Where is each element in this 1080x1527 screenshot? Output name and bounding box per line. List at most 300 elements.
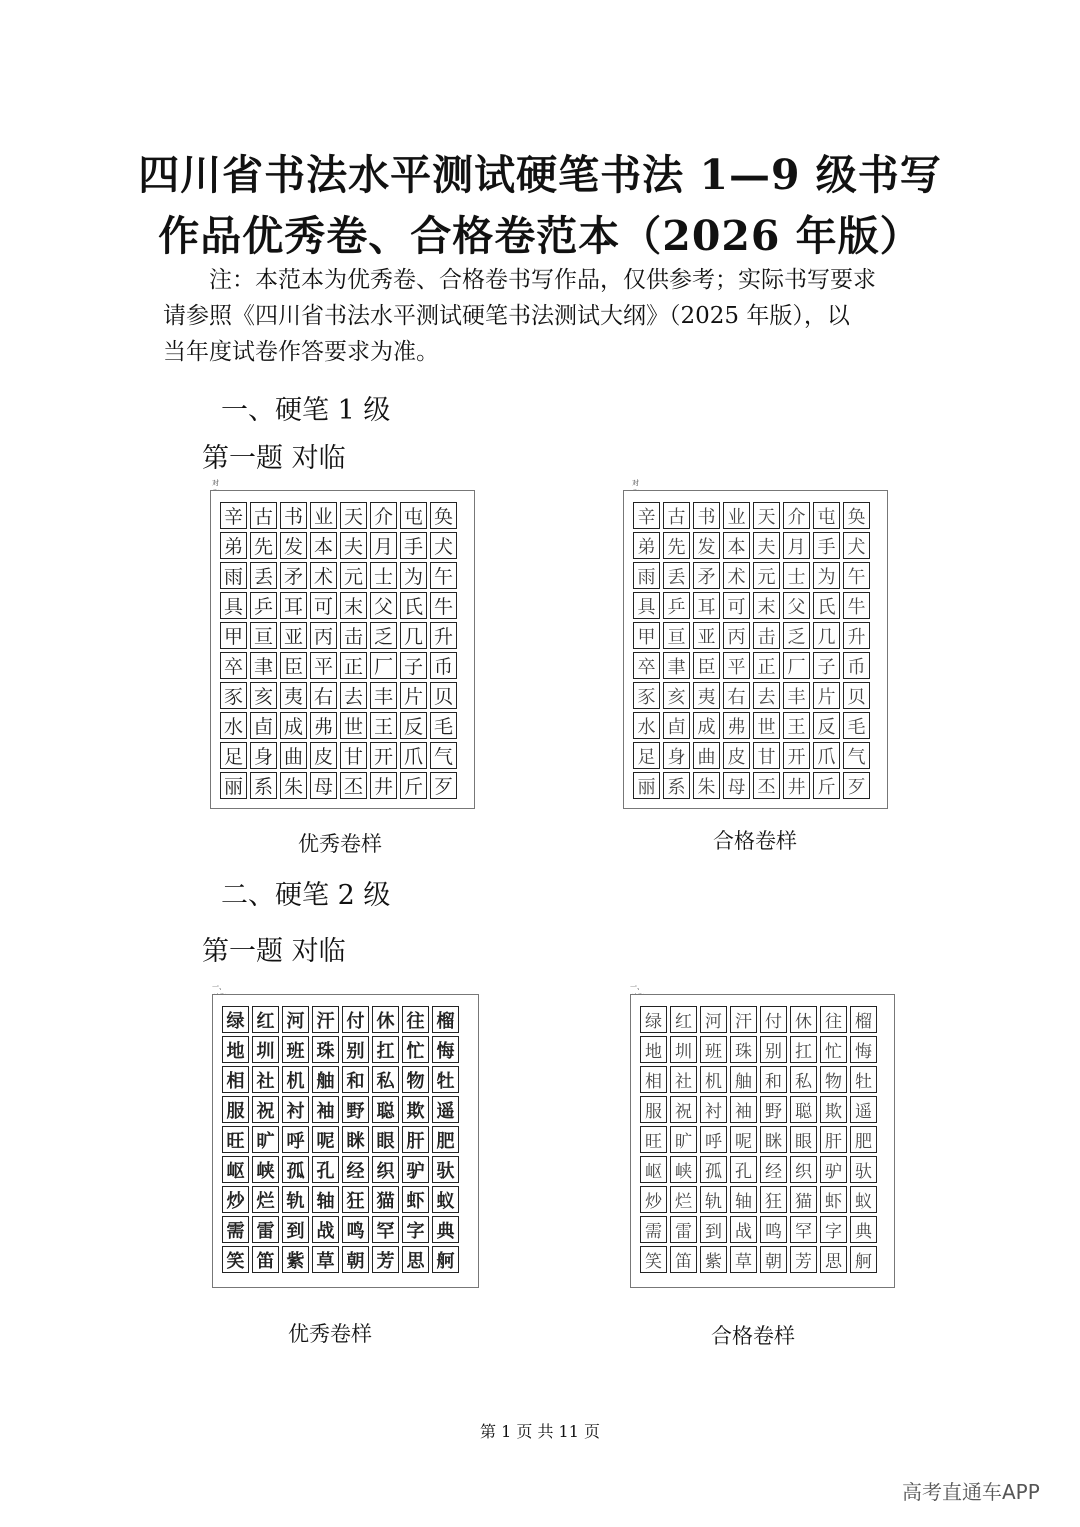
character-cell: 付 [342, 1006, 369, 1033]
document-title-line1: 四川省书法水平测试硬笔书法 1—9 级书写 [138, 151, 942, 199]
character-cell: 丽 [633, 772, 660, 799]
character-cell: 舸 [432, 1246, 459, 1273]
question-heading-level2: 第一题 对临 [202, 936, 346, 967]
character-cell: 扛 [372, 1036, 399, 1063]
character-cell: 旺 [640, 1126, 667, 1153]
character-cell: 身 [663, 742, 690, 769]
character-cell: 蚁 [850, 1186, 877, 1213]
character-cell: 罕 [372, 1216, 399, 1243]
character-cell: 月 [783, 532, 810, 559]
character-cell: 本 [723, 532, 750, 559]
character-cell: 元 [753, 562, 780, 589]
character-cell: 足 [633, 742, 660, 769]
character-cell: 贝 [430, 682, 457, 709]
character-cell: 汗 [312, 1006, 339, 1033]
character-cell: 驴 [402, 1156, 429, 1183]
character-cell: 战 [312, 1216, 339, 1243]
character-cell: 去 [753, 682, 780, 709]
character-cell: 紫 [282, 1246, 309, 1273]
character-cell: 肝 [820, 1126, 847, 1153]
character-cell: 身 [250, 742, 277, 769]
character-cell: 狂 [342, 1186, 369, 1213]
character-cell: 曲 [693, 742, 720, 769]
character-cell: 贝 [843, 682, 870, 709]
character-cell: 驮 [432, 1156, 459, 1183]
character-cell: 草 [730, 1246, 757, 1273]
character-cell: 士 [370, 562, 397, 589]
character-cell: 字 [402, 1216, 429, 1243]
character-cell: 亘 [663, 622, 690, 649]
character-cell: 正 [340, 652, 367, 679]
character-cell: 亥 [663, 682, 690, 709]
character-cell: 忙 [402, 1036, 429, 1063]
character-cell: 虾 [402, 1186, 429, 1213]
character-cell: 舸 [850, 1246, 877, 1273]
character-cell: 水 [633, 712, 660, 739]
character-cell: 野 [760, 1096, 787, 1123]
character-cell: 亚 [280, 622, 307, 649]
character-cell: 笑 [222, 1246, 249, 1273]
character-cell: 卣 [663, 712, 690, 739]
character-cell: 曲 [280, 742, 307, 769]
character-cell: 皮 [310, 742, 337, 769]
character-cell: 炒 [222, 1186, 249, 1213]
character-cell: 牛 [430, 592, 457, 619]
sheet-header: 一、 [630, 983, 644, 991]
character-cell: 甘 [340, 742, 367, 769]
character-cell: 成 [280, 712, 307, 739]
character-cell: 岖 [222, 1156, 249, 1183]
character-cell: 乒 [250, 592, 277, 619]
character-cell: 圳 [670, 1036, 697, 1063]
character-cell: 卣 [250, 712, 277, 739]
character-cell: 臣 [693, 652, 720, 679]
character-cell: 奂 [843, 502, 870, 529]
character-cell: 悔 [432, 1036, 459, 1063]
character-cell: 丰 [370, 682, 397, 709]
character-cell: 井 [783, 772, 810, 799]
character-cell: 社 [670, 1066, 697, 1093]
character-cell: 丕 [340, 772, 367, 799]
character-cell: 驮 [850, 1156, 877, 1183]
character-cell: 驴 [820, 1156, 847, 1183]
character-cell: 父 [370, 592, 397, 619]
character-cell: 卒 [633, 652, 660, 679]
character-cell: 亥 [250, 682, 277, 709]
character-cell: 经 [342, 1156, 369, 1183]
character-cell: 袖 [730, 1096, 757, 1123]
character-cell: 物 [820, 1066, 847, 1093]
character-cell: 烂 [252, 1186, 279, 1213]
character-cell: 升 [430, 622, 457, 649]
character-cell: 峡 [670, 1156, 697, 1183]
character-cell: 介 [783, 502, 810, 529]
section-heading-level1: 一、硬笔 1 级 [221, 395, 391, 426]
character-cell: 忙 [820, 1036, 847, 1063]
character-cell: 私 [372, 1066, 399, 1093]
character-cell: 术 [723, 562, 750, 589]
character-cell: 需 [640, 1216, 667, 1243]
character-cell: 织 [790, 1156, 817, 1183]
character-cell: 乏 [783, 622, 810, 649]
character-cell: 母 [310, 772, 337, 799]
character-cell: 遥 [850, 1096, 877, 1123]
character-cell: 雷 [252, 1216, 279, 1243]
character-cell: 绿 [222, 1006, 249, 1033]
character-cell: 相 [222, 1066, 249, 1093]
character-cell: 王 [370, 712, 397, 739]
character-cell: 乒 [663, 592, 690, 619]
character-cell: 开 [370, 742, 397, 769]
character-cell: 平 [723, 652, 750, 679]
character-cell: 丽 [220, 772, 247, 799]
section-heading-level2: 二、硬笔 2 级 [221, 880, 391, 911]
character-cell: 休 [790, 1006, 817, 1033]
character-cell: 眼 [790, 1126, 817, 1153]
sheet-header: 对 [212, 479, 219, 487]
character-cell: 毛 [843, 712, 870, 739]
character-cell: 肥 [850, 1126, 877, 1153]
character-cell: 手 [813, 532, 840, 559]
character-cell: 片 [400, 682, 427, 709]
caption-level2-pass: 合格卷样 [711, 1324, 795, 1348]
character-cell: 虾 [820, 1186, 847, 1213]
character-cell: 为 [400, 562, 427, 589]
character-cell: 正 [753, 652, 780, 679]
character-cell: 古 [663, 502, 690, 529]
character-cell: 珠 [312, 1036, 339, 1063]
character-cell: 发 [693, 532, 720, 559]
character-cell: 系 [663, 772, 690, 799]
character-cell: 水 [220, 712, 247, 739]
character-cell: 衬 [700, 1096, 727, 1123]
character-cell: 罕 [790, 1216, 817, 1243]
character-cell: 书 [693, 502, 720, 529]
character-cell: 斤 [400, 772, 427, 799]
character-cell: 轴 [312, 1186, 339, 1213]
character-cell: 朱 [280, 772, 307, 799]
character-cell: 币 [430, 652, 457, 679]
character-cell: 聪 [790, 1096, 817, 1123]
character-cell: 服 [222, 1096, 249, 1123]
character-cell: 舳 [730, 1066, 757, 1093]
character-cell: 服 [640, 1096, 667, 1123]
character-cell: 耳 [693, 592, 720, 619]
character-cell: 辛 [633, 502, 660, 529]
character-cell: 先 [663, 532, 690, 559]
character-cell: 开 [783, 742, 810, 769]
character-cell: 氏 [813, 592, 840, 619]
character-cell: 孔 [312, 1156, 339, 1183]
character-cell: 世 [753, 712, 780, 739]
character-cell: 豕 [633, 682, 660, 709]
character-cell: 物 [402, 1066, 429, 1093]
character-cell: 几 [400, 622, 427, 649]
character-cell: 思 [820, 1246, 847, 1273]
character-cell: 红 [252, 1006, 279, 1033]
character-cell: 狂 [760, 1186, 787, 1213]
character-cell: 子 [400, 652, 427, 679]
character-cell: 眯 [342, 1126, 369, 1153]
character-cell: 厂 [370, 652, 397, 679]
character-cell: 雨 [220, 562, 247, 589]
character-cell: 地 [640, 1036, 667, 1063]
character-cell: 具 [633, 592, 660, 619]
character-cell: 辛 [220, 502, 247, 529]
character-cell: 币 [843, 652, 870, 679]
character-cell: 片 [813, 682, 840, 709]
character-cell: 肝 [402, 1126, 429, 1153]
character-cell: 士 [783, 562, 810, 589]
character-cell: 本 [310, 532, 337, 559]
character-cell: 轴 [730, 1186, 757, 1213]
note-line-2: 请参照《四川省书法水平测试硬笔书法测试大纲》（2025 年版），以 [163, 303, 850, 329]
character-cell: 屯 [813, 502, 840, 529]
character-cell: 笑 [640, 1246, 667, 1273]
character-cell: 眯 [760, 1126, 787, 1153]
character-cell: 眼 [372, 1126, 399, 1153]
character-cell: 需 [222, 1216, 249, 1243]
character-cell: 往 [402, 1006, 429, 1033]
character-cell: 榴 [850, 1006, 877, 1033]
character-cell: 末 [753, 592, 780, 619]
character-cell: 别 [342, 1036, 369, 1063]
character-cell: 为 [813, 562, 840, 589]
character-grid [633, 502, 870, 799]
character-cell: 升 [843, 622, 870, 649]
character-cell: 丢 [663, 562, 690, 589]
character-cell: 弟 [633, 532, 660, 559]
character-cell: 朱 [693, 772, 720, 799]
character-cell: 甲 [633, 622, 660, 649]
character-cell: 朝 [342, 1246, 369, 1273]
character-cell: 矛 [280, 562, 307, 589]
character-cell: 反 [813, 712, 840, 739]
character-cell: 乏 [370, 622, 397, 649]
character-cell: 聪 [372, 1096, 399, 1123]
character-cell: 旷 [670, 1126, 697, 1153]
character-cell: 母 [723, 772, 750, 799]
character-cell: 孤 [700, 1156, 727, 1183]
note-paragraph [163, 262, 943, 370]
character-cell: 休 [372, 1006, 399, 1033]
character-cell: 祝 [670, 1096, 697, 1123]
character-cell: 呼 [282, 1126, 309, 1153]
character-cell: 草 [312, 1246, 339, 1273]
character-cell: 雷 [670, 1216, 697, 1243]
character-cell: 夷 [693, 682, 720, 709]
character-cell: 豕 [220, 682, 247, 709]
character-cell: 弟 [220, 532, 247, 559]
watermark: 高考直通车APP [902, 1480, 1040, 1504]
sheet-header: 对 [632, 479, 639, 487]
character-cell: 牡 [432, 1066, 459, 1093]
character-cell: 笛 [670, 1246, 697, 1273]
character-cell: 朝 [760, 1246, 787, 1273]
character-cell: 歹 [843, 772, 870, 799]
character-cell: 午 [430, 562, 457, 589]
character-cell: 悔 [850, 1036, 877, 1063]
character-cell: 典 [432, 1216, 459, 1243]
character-cell: 书 [280, 502, 307, 529]
character-cell: 丙 [723, 622, 750, 649]
character-grid [640, 1006, 877, 1273]
character-cell: 平 [310, 652, 337, 679]
character-cell: 耳 [280, 592, 307, 619]
character-cell: 成 [693, 712, 720, 739]
character-cell: 甲 [220, 622, 247, 649]
character-cell: 夫 [753, 532, 780, 559]
character-cell: 呼 [700, 1126, 727, 1153]
character-cell: 猫 [790, 1186, 817, 1213]
character-cell: 天 [340, 502, 367, 529]
character-cell: 术 [310, 562, 337, 589]
character-cell: 聿 [663, 652, 690, 679]
character-cell: 系 [250, 772, 277, 799]
character-cell: 经 [760, 1156, 787, 1183]
character-cell: 遥 [432, 1096, 459, 1123]
character-cell: 可 [723, 592, 750, 619]
character-cell: 鸣 [760, 1216, 787, 1243]
character-cell: 亘 [250, 622, 277, 649]
character-cell: 相 [640, 1066, 667, 1093]
document-title-line2: 作品优秀卷、合格卷范本（2026 年版） [158, 212, 922, 260]
character-cell: 屯 [400, 502, 427, 529]
character-cell: 旷 [252, 1126, 279, 1153]
character-cell: 孔 [730, 1156, 757, 1183]
character-cell: 到 [282, 1216, 309, 1243]
character-cell: 反 [400, 712, 427, 739]
character-cell: 班 [282, 1036, 309, 1063]
character-cell: 孤 [282, 1156, 309, 1183]
character-cell: 班 [700, 1036, 727, 1063]
character-cell: 去 [340, 682, 367, 709]
note-line-1: 注：本范本为优秀卷、合格卷书写作品，仅供参考；实际书写要求 [209, 267, 876, 293]
character-cell: 具 [220, 592, 247, 619]
character-cell: 绿 [640, 1006, 667, 1033]
character-cell: 犬 [430, 532, 457, 559]
character-cell: 歹 [430, 772, 457, 799]
character-cell: 红 [670, 1006, 697, 1033]
character-cell: 世 [340, 712, 367, 739]
character-cell: 旺 [222, 1126, 249, 1153]
character-cell: 右 [310, 682, 337, 709]
character-cell: 几 [813, 622, 840, 649]
character-cell: 亚 [693, 622, 720, 649]
character-grid [220, 502, 457, 799]
character-cell: 父 [783, 592, 810, 619]
character-grid [222, 1006, 459, 1273]
character-cell: 牡 [850, 1066, 877, 1093]
character-cell: 舳 [312, 1066, 339, 1093]
character-cell: 思 [402, 1246, 429, 1273]
character-cell: 皮 [723, 742, 750, 769]
character-cell: 地 [222, 1036, 249, 1063]
character-cell: 气 [843, 742, 870, 769]
character-cell: 烂 [670, 1186, 697, 1213]
character-cell: 圳 [252, 1036, 279, 1063]
character-cell: 氏 [400, 592, 427, 619]
character-cell: 猫 [372, 1186, 399, 1213]
sheet-header: 一、 [212, 983, 226, 991]
character-cell: 发 [280, 532, 307, 559]
character-cell: 右 [723, 682, 750, 709]
character-cell: 社 [252, 1066, 279, 1093]
character-cell: 古 [250, 502, 277, 529]
character-cell: 夫 [340, 532, 367, 559]
character-cell: 气 [430, 742, 457, 769]
character-cell: 矛 [693, 562, 720, 589]
character-cell: 河 [700, 1006, 727, 1033]
character-cell: 末 [340, 592, 367, 619]
character-cell: 月 [370, 532, 397, 559]
character-cell: 衬 [282, 1096, 309, 1123]
character-cell: 野 [342, 1096, 369, 1123]
character-cell: 私 [790, 1066, 817, 1093]
character-cell: 爪 [813, 742, 840, 769]
character-cell: 芳 [372, 1246, 399, 1273]
character-cell: 弗 [310, 712, 337, 739]
character-cell: 牛 [843, 592, 870, 619]
character-cell: 付 [760, 1006, 787, 1033]
character-cell: 丙 [310, 622, 337, 649]
character-cell: 子 [813, 652, 840, 679]
character-cell: 到 [700, 1216, 727, 1243]
character-cell: 丢 [250, 562, 277, 589]
character-cell: 丰 [783, 682, 810, 709]
character-cell: 丕 [753, 772, 780, 799]
character-cell: 字 [820, 1216, 847, 1243]
character-cell: 夷 [280, 682, 307, 709]
character-cell: 可 [310, 592, 337, 619]
character-cell: 战 [730, 1216, 757, 1243]
character-cell: 介 [370, 502, 397, 529]
character-cell: 扛 [790, 1036, 817, 1063]
character-cell: 紫 [700, 1246, 727, 1273]
character-cell: 斤 [813, 772, 840, 799]
character-cell: 臣 [280, 652, 307, 679]
character-cell: 卒 [220, 652, 247, 679]
page-footer: 第 1 页 共 11 页 [480, 1422, 600, 1441]
character-cell: 河 [282, 1006, 309, 1033]
character-cell: 和 [342, 1066, 369, 1093]
character-cell: 击 [340, 622, 367, 649]
character-cell: 聿 [250, 652, 277, 679]
character-cell: 业 [723, 502, 750, 529]
character-cell: 厂 [783, 652, 810, 679]
caption-level1-excellent: 优秀卷样 [298, 832, 382, 856]
character-cell: 弗 [723, 712, 750, 739]
character-cell: 典 [850, 1216, 877, 1243]
character-cell: 机 [282, 1066, 309, 1093]
character-cell: 甘 [753, 742, 780, 769]
character-cell: 袖 [312, 1096, 339, 1123]
character-cell: 手 [400, 532, 427, 559]
character-cell: 轨 [282, 1186, 309, 1213]
character-cell: 往 [820, 1006, 847, 1033]
character-cell: 击 [753, 622, 780, 649]
character-cell: 芳 [790, 1246, 817, 1273]
character-cell: 犬 [843, 532, 870, 559]
question-heading-level1: 第一题 对临 [202, 443, 346, 474]
character-cell: 雨 [633, 562, 660, 589]
character-cell: 欺 [820, 1096, 847, 1123]
note-line-3: 当年度试卷作答要求为准。 [163, 339, 439, 365]
character-cell: 鸣 [342, 1216, 369, 1243]
character-cell: 蚁 [432, 1186, 459, 1213]
character-cell: 岖 [640, 1156, 667, 1183]
character-cell: 奂 [430, 502, 457, 529]
